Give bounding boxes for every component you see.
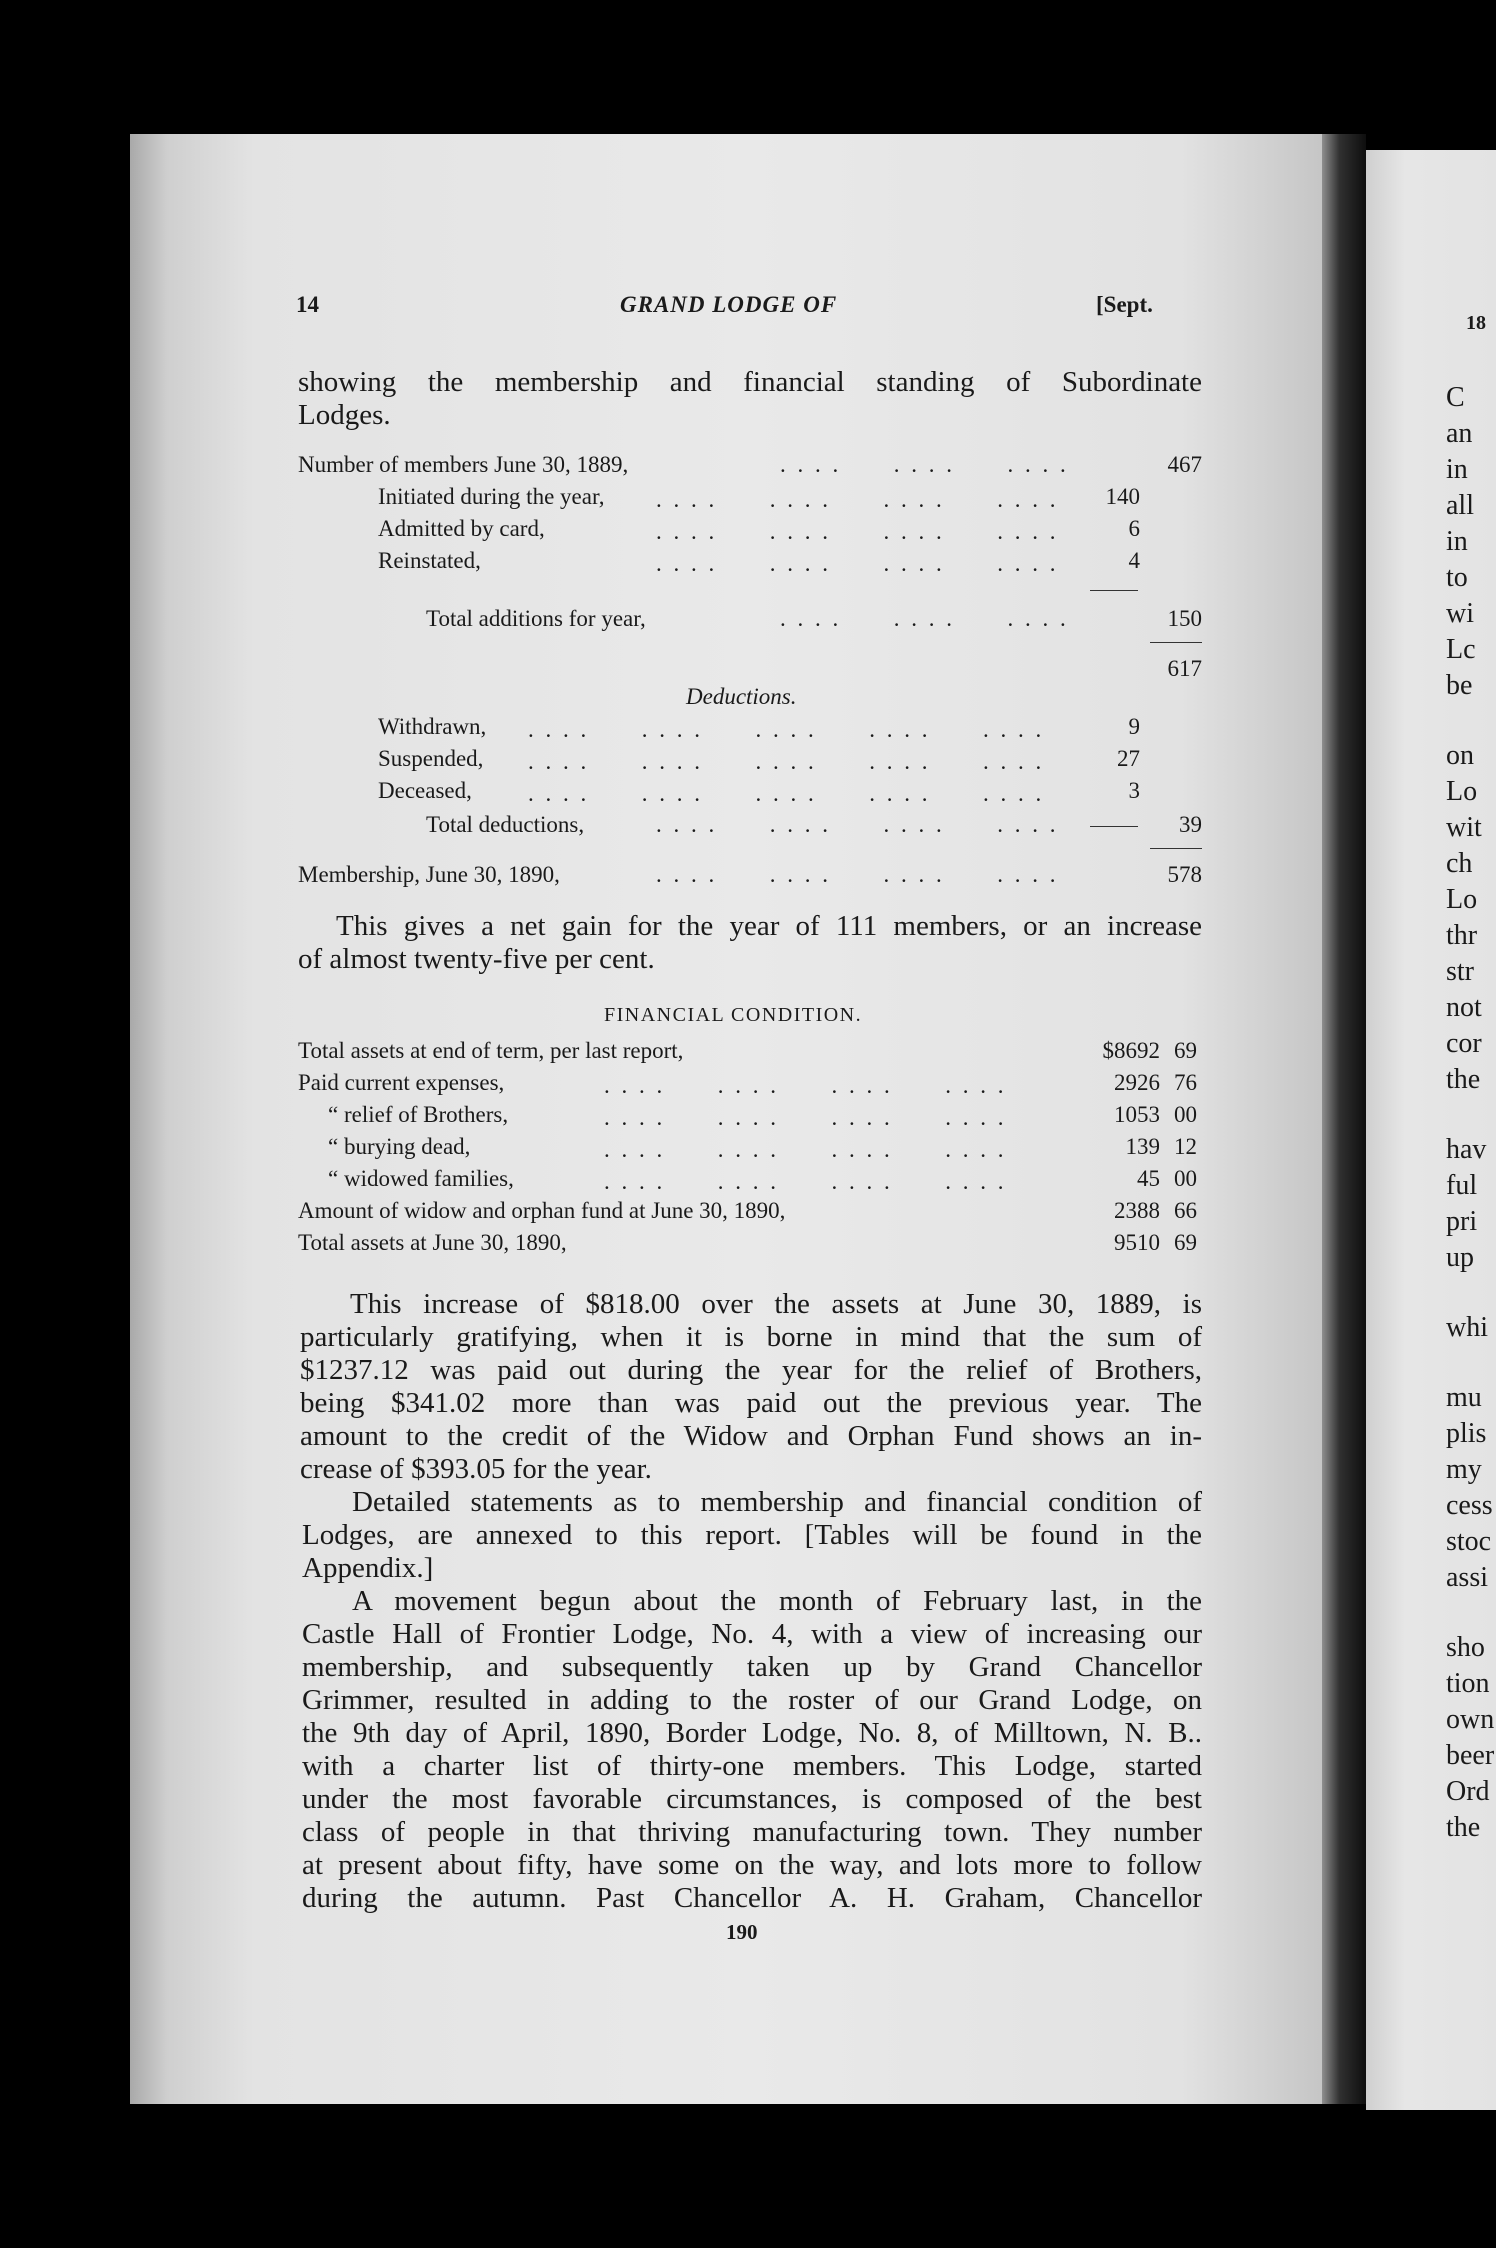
facing-page-line: the — [1446, 1812, 1481, 1843]
facing-page-line: own — [1446, 1704, 1495, 1735]
financial-row-cents: 76 — [1174, 1070, 1197, 1095]
addition-label: Reinstated, — [378, 548, 481, 573]
financial-row-cents: 00 — [1174, 1166, 1197, 1191]
financial-row-cents: 69 — [1174, 1230, 1197, 1255]
financial-row-dollars: $8692 — [1102, 1038, 1160, 1063]
facing-page-line: the — [1446, 1064, 1481, 1095]
text-line: Grimmer, resulted in adding to the roster of our Grand Lodge, on — [302, 1684, 1202, 1716]
facing-page-line: beer — [1446, 1740, 1495, 1771]
financial-row-dollars: 139 — [1125, 1134, 1160, 1159]
facing-page-line: C — [1446, 382, 1465, 413]
running-date: [Sept. — [1096, 292, 1153, 317]
deduction-value: 27 — [1117, 746, 1140, 771]
text-line: being $341.02 more than was paid out the previous year. The — [300, 1387, 1202, 1419]
deduction-label: Suspended, — [378, 746, 484, 771]
facing-page-line: up — [1446, 1242, 1474, 1273]
deduction-label: Deceased, — [378, 778, 472, 803]
text-line: Appendix.] — [302, 1552, 434, 1584]
total-additions-label: Total additions for year, — [426, 606, 646, 631]
page-number: 14 — [296, 292, 319, 317]
text-line: membership, and subsequently taken up by Grand Chancellor — [302, 1651, 1202, 1683]
financial-row-cents: 69 — [1174, 1038, 1197, 1063]
membership-start-label: Number of members June 30, 1889, — [298, 452, 629, 477]
facing-page-line: wit — [1446, 812, 1482, 843]
facing-page-line: ful — [1446, 1170, 1478, 1201]
intro-line-1: showing the membership and financial standing of Subordinate — [298, 366, 1202, 398]
addition-label: Initiated during the year, — [378, 484, 605, 509]
facing-page-line: sho — [1446, 1632, 1485, 1663]
leader-dots: . . . . . . . . . . . . — [780, 452, 1069, 477]
facing-page-line: thr — [1446, 920, 1478, 951]
financial-row-label: Total assets at June 30, 1890, — [298, 1230, 567, 1255]
facing-page-line: str — [1446, 956, 1474, 987]
facing-page-line: tion — [1446, 1668, 1490, 1699]
text-line: crease of $393.05 for the year. — [300, 1453, 652, 1485]
text-line: at present about fifty, have some on the way, and lots more to follow — [302, 1849, 1202, 1881]
deductions-heading: Deductions. — [686, 684, 797, 709]
facing-page-line: be — [1446, 670, 1473, 701]
facing-page-line: Lo — [1446, 884, 1478, 915]
financial-row-dollars: 45 — [1137, 1166, 1160, 1191]
running-title: GRAND LODGE OF — [620, 292, 838, 317]
facing-page-line: not — [1446, 992, 1482, 1023]
facing-page-line: pri — [1446, 1206, 1478, 1237]
text-line: Detailed statements as to membership and financial condition of — [352, 1486, 1202, 1518]
text-line: Castle Hall of Frontier Lodge, No. 4, with a view of increasing our — [302, 1618, 1202, 1650]
financial-row-label: Amount of widow and orphan fund at June 30, 1890, — [298, 1198, 786, 1223]
gain-line-1: This gives a net gain for the year of 111 members, or an increase — [336, 910, 1202, 942]
facing-page-line: in — [1446, 526, 1468, 557]
financial-heading: FINANCIAL CONDITION. — [604, 1004, 863, 1026]
financial-row-label: “ burying dead, — [328, 1134, 471, 1159]
rule-line — [1090, 590, 1138, 591]
financial-row-label: Paid current expenses, — [298, 1070, 505, 1095]
facing-page-line: stoc — [1446, 1526, 1492, 1557]
rule-line — [1150, 848, 1202, 849]
facing-page-line: hav — [1446, 1134, 1487, 1165]
facing-page-line: ch — [1446, 848, 1473, 879]
facing-page-line: on — [1446, 740, 1474, 771]
facing-page-line: an — [1446, 418, 1473, 449]
financial-row-dollars: 9510 — [1114, 1230, 1160, 1255]
facing-page-line: wi — [1446, 598, 1474, 629]
facing-page-line: cor — [1446, 1028, 1482, 1059]
addition-value: 6 — [1128, 516, 1140, 541]
facing-page-line: my — [1446, 1454, 1482, 1485]
text-line: $1237.12 was paid out during the year for the relief of Brothers, — [300, 1354, 1202, 1386]
folio-number: 190 — [726, 1920, 758, 1944]
text-line: amount to the credit of the Widow and Orphan Fund shows an in- — [300, 1420, 1202, 1452]
facing-page-line: Ord — [1446, 1776, 1490, 1807]
facing-page-line: Lc — [1446, 634, 1476, 665]
facing-page-header: 18 — [1466, 312, 1486, 334]
total-deductions-label: Total deductions, — [426, 812, 585, 837]
facing-page-line: Lo — [1446, 776, 1478, 807]
addition-value: 140 — [1105, 484, 1140, 509]
financial-row-label: Total assets at end of term, per last report, — [298, 1038, 684, 1063]
text-line: Lodges, are annexed to this report. [Tables will be found in the — [302, 1519, 1202, 1551]
financial-row-cents: 00 — [1174, 1102, 1197, 1127]
financial-row-cents: 66 — [1174, 1198, 1197, 1223]
leader-dots: . . . . . . . . . . . . . . . . . . . . . . . . . . . . . . . . . . . . . . . . . . . . . . . . . . . . . . . . . . . . — [528, 717, 1045, 806]
deduction-value: 3 — [1128, 778, 1140, 803]
membership-end-value: 578 — [1167, 862, 1202, 887]
total-additions-value: 150 — [1167, 606, 1202, 631]
facing-page-line: to — [1446, 562, 1468, 593]
addition-value: 4 — [1128, 548, 1140, 573]
financial-row-cents: 12 — [1174, 1134, 1197, 1159]
financial-row-dollars: 1053 — [1114, 1102, 1160, 1127]
rule-line — [1150, 642, 1202, 643]
text-line: This increase of $818.00 over the assets at June 30, 1889, is — [350, 1288, 1202, 1320]
membership-subtotal: 617 — [1167, 656, 1202, 681]
leader-dots: . . . . . . . . . . . . . . . . . . . . . . . . . . . . . . . . . . . . . . . . . . . . . . . . . . . . . . . . . . . . . . . . — [604, 1073, 1007, 1194]
text-line: with a charter list of thirty-one members. This Lodge, started — [302, 1750, 1202, 1782]
leader-dots: . . . . . . . . . . . . — [780, 606, 1069, 631]
text-line: A movement begun about the month of February last, in the — [352, 1585, 1202, 1617]
financial-row-label: “ widowed families, — [328, 1166, 514, 1191]
book-gutter — [1322, 134, 1366, 2104]
facing-page-line: assi — [1446, 1562, 1488, 1593]
deduction-value: 9 — [1128, 714, 1140, 739]
financial-row-dollars: 2926 — [1114, 1070, 1160, 1095]
rule-line — [1090, 826, 1138, 827]
total-deductions-value: 39 — [1179, 812, 1202, 837]
facing-page-line: mu — [1446, 1382, 1482, 1413]
facing-page-line: all — [1446, 490, 1474, 521]
addition-label: Admitted by card, — [378, 516, 545, 541]
membership-end-label: Membership, June 30, 1890, — [298, 862, 560, 887]
intro-line-2: Lodges. — [298, 399, 391, 431]
leader-dots: . . . . . . . . . . . . . . . . — [656, 862, 1059, 887]
facing-page-line: plis — [1446, 1418, 1487, 1449]
text-line: the 9th day of April, 1890, Border Lodge, No. 8, of Milltown, N. B.. — [302, 1717, 1202, 1749]
facing-page-line: in — [1446, 454, 1468, 485]
gain-line-2: of almost twenty-five per cent. — [298, 943, 655, 975]
text-line: particularly gratifying, when it is borne in mind that the sum of — [300, 1321, 1202, 1353]
leader-dots: . . . . . . . . . . . . . . . . . . . . . . . . . . . . . . . . . . . . . . . . . . . . . . . . — [656, 487, 1059, 576]
facing-page-line: cess — [1446, 1490, 1493, 1521]
text-line: during the autumn. Past Chancellor A. H. Graham, Chancellor — [302, 1882, 1202, 1914]
facing-page-line: whi — [1446, 1312, 1488, 1343]
deduction-label: Withdrawn, — [378, 714, 487, 739]
membership-start-value: 467 — [1167, 452, 1202, 477]
text-line: under the most favorable circumstances, is composed of the best — [302, 1783, 1202, 1815]
financial-row-label: “ relief of Brothers, — [328, 1102, 509, 1127]
text-line: class of people in that thriving manufacturing town. They number — [302, 1816, 1202, 1848]
leader-dots: . . . . . . . . . . . . . . . . — [656, 812, 1059, 837]
financial-row-dollars: 2388 — [1114, 1198, 1160, 1223]
